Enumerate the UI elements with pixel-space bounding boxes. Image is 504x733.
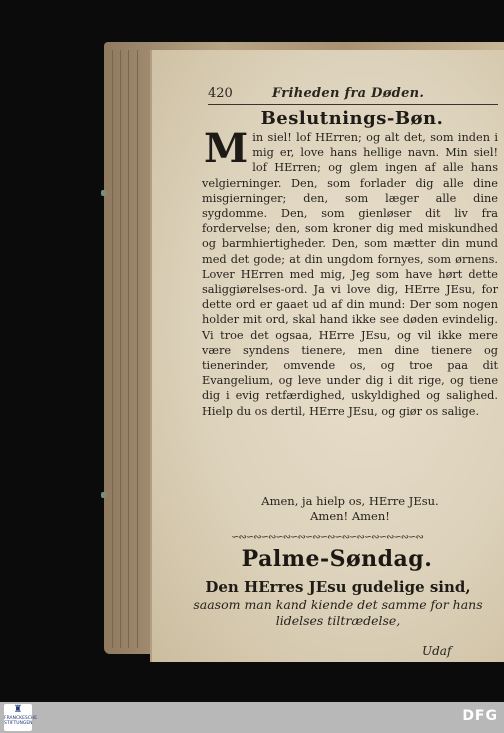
ornament-divider: ∽∾∽∾∽∾∽∾∽∾∽∾∽∾∽∾∽∾∽∾∽∾∽∾∽∾ [231, 532, 423, 543]
closing-amen: Amen! Amen! [310, 509, 390, 523]
logo-text: FRANCKESCHE STIFTUNGEN [4, 716, 38, 726]
prayer-text: in siel! lof HErren; og alt det, som inden i mig er, love hans hellige navn. Min siel! lof HErren; og glem ingen af alle hans velgierninger. Den, som forlader dig alle dine misgierninger; den, som læger alle dine sygdomme. Den, som gienløser dit liv fra fordervelse; den, som kroner dig med miskundhed og barmhiertigheder. Den, som mætter din mund med det gode; at din ungdom fornyes, som ørnens. Lover HErren med mig, Jeg som have hørt dette saliggiørelses-ord. Ja vi love dig, HErre JEsu, for dette ord er gaaet ud af din mund: Der som nogen holder mit ord, skal hand ikke see døden evindelig. Vi troe det ogsaa, HErre JEsu, og vil ikke mere være syndens tienere, men dine tienere og tienerinder, omvende os, og troe paa dit Evangelium, og leve under dig i dit rige, og tiene dig i evig retfærdighed, uskyldighed og salighed. Hielp du os dertil, HErre JEsu, og giør os salige. [202, 131, 498, 418]
running-title: Friheden fra Døden. [272, 86, 425, 101]
dfg-logo[interactable]: DFG [462, 708, 498, 724]
sunday-title: Palme-Søndag. [241, 546, 433, 572]
binding-thread [101, 190, 107, 196]
institution-logo[interactable] [4, 704, 38, 731]
running-head [208, 86, 498, 105]
page-stack-line [112, 50, 113, 648]
drop-cap: M [204, 125, 249, 172]
page-number: 420 [208, 86, 233, 101]
catchword: Udaf [422, 644, 452, 658]
book-page [150, 50, 504, 662]
page-stack-line [137, 50, 138, 648]
viewer-footer [0, 702, 504, 733]
page-stack-line [120, 50, 121, 648]
logo-emblem-icon: ♜ [13, 704, 23, 715]
gospel-heading: Den HErres JEsu gudelige sind, [205, 578, 471, 596]
binding-thread [101, 492, 107, 498]
closing-line: Amen, ja hielp os, HErre JEsu. [261, 494, 439, 508]
page-stack-line [128, 50, 129, 648]
gospel-subheading: saasom man kand kiende det samme for hans lidelses tiltrædelse, [193, 597, 483, 628]
prayer-body [202, 125, 498, 419]
prayer-closing [202, 494, 498, 524]
section-title: Beslutnings-Bøn. [260, 108, 444, 129]
